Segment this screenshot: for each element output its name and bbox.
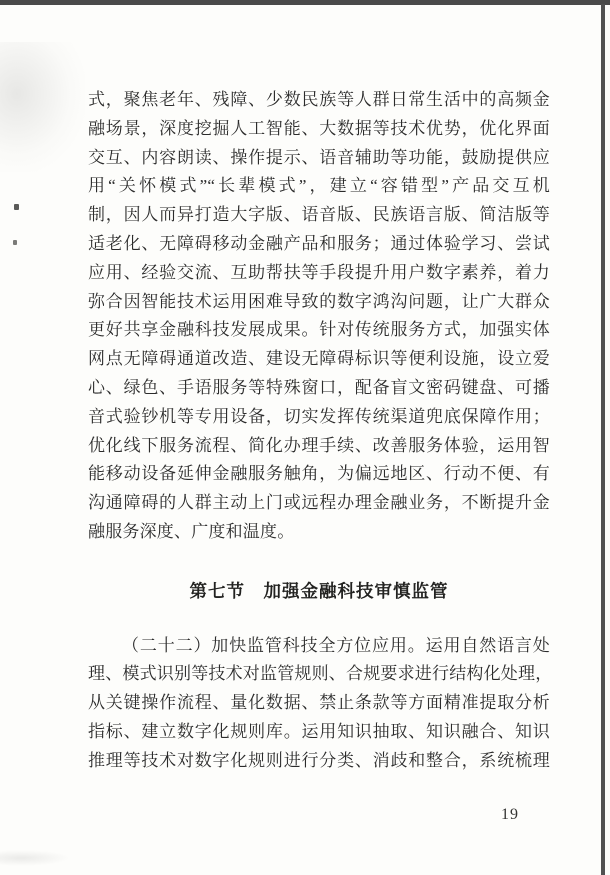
text-line: 网点无障碍通道改造、建设无障碍标识等便利设施，设立爱: [88, 349, 550, 369]
text-line: 交互、内容朗读、操作提示、语音辅助等功能，鼓励提供应: [88, 147, 550, 167]
text-line: 适老化、无障碍移动金融产品和服务；通过体验学习、尝试: [88, 233, 550, 253]
text-line: 弥合因智能技术运用困难导致的数字鸿沟问题，让广大群众: [88, 291, 550, 311]
text-line: 心、绿色、手语服务等特殊窗口，配备盲文密码键盘、可播: [88, 377, 550, 397]
section-heading: 第七节 加强金融科技审慎监管: [189, 580, 449, 601]
text-line: 沟通障碍的人群主动上门或远程办理金融业务，不断提升金: [88, 493, 550, 513]
scan-smudge-bottom-left: [0, 850, 70, 866]
text-line: 式，聚焦老年、残障、少数民族等人群日常生活中的高频金: [88, 90, 550, 109]
text-line: 能移动设备延伸金融服务触角，为偏远地区、行动不便、有: [88, 464, 550, 484]
text-line: 应用、经验交流、互助帮扶等手段提升用户数字素养，着力: [88, 262, 550, 282]
page-number: 19: [501, 806, 519, 823]
text-line: 音式验钞机等专用设备，切实发挥传统渠道兜底保障作用；: [88, 406, 550, 426]
text-line: 融服务深度、广度和温度。: [88, 521, 295, 541]
scan-speck: [13, 240, 17, 245]
text-line: 制，因人而异打造大字版、语音版、民族语言版、简洁版等: [88, 205, 550, 225]
text-line: 融场景，深度挖掘人工智能、大数据等技术优势，优化界面: [88, 118, 550, 138]
body-text-block: [88, 86, 553, 776]
text-line: 理、模式识别等技术对监管规则、合规要求进行结构化处理，: [88, 664, 553, 684]
text-line: 从关键操作流程、量化数据、禁止条款等方面精准提取分析: [88, 693, 550, 713]
scan-edge-right: [601, 4, 605, 875]
scan-speck: [14, 204, 19, 210]
scan-edge-top: [0, 0, 610, 5]
text-line: 更好共享金融科技发展成果。针对传统服务方式，加强实体: [88, 320, 550, 340]
text-line: （二十二）加快监管科技全方位应用。运用自然语言处: [122, 635, 550, 655]
text-line: 推理等技术对数字化规则进行分类、消歧和整合，系统梳理: [88, 750, 550, 770]
text-line: 优化线下服务流程、简化办理手续、改善服务体验，运用智: [88, 435, 550, 455]
text-line: 指标、建立数字化规则库。运用知识抽取、知识融合、知识: [88, 721, 550, 741]
scan-smudge-top-left: [0, 42, 85, 172]
text-line: 用“关怀模式”“长辈模式”，建立“容错型”产品交互机: [88, 176, 550, 196]
